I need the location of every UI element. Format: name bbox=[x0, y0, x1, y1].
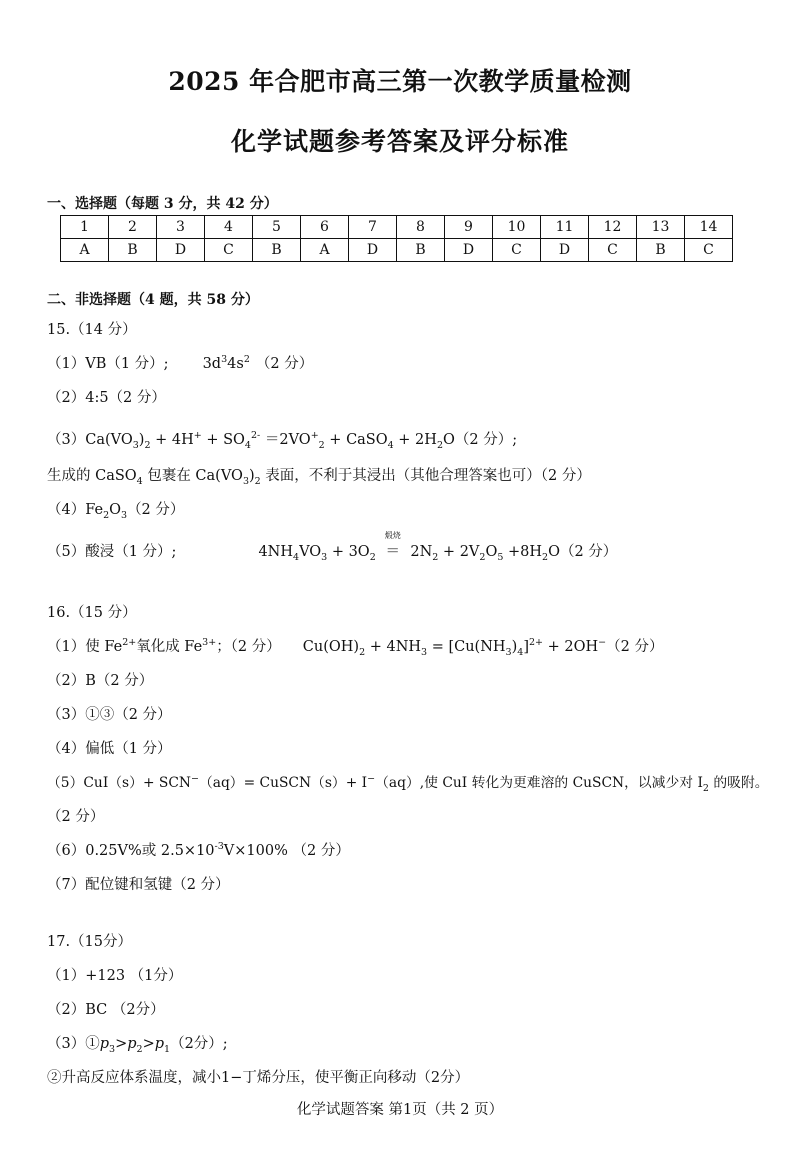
q16-answer-6: （6）0.25V%或 $2.5\times 10^{-3}V\times 100\%$ （2 分） bbox=[47, 841, 350, 859]
q15-answer-5: （5）酸浸（1 分）; $4NH_4VO_3 + 3O_2$ 煅烧 ＝ $2N_2 + 2V_2O_5 +8H_2O(2$ 分） bbox=[47, 531, 618, 563]
question-number: 9 bbox=[445, 216, 493, 239]
q17-answer-1: （1）+123 （1分） bbox=[47, 968, 183, 984]
q17-heading: 17.（15分） bbox=[47, 934, 133, 950]
question-number: 2 bbox=[109, 216, 157, 239]
question-number: 10 bbox=[493, 216, 541, 239]
answer-cell: D bbox=[349, 239, 397, 262]
answer-cell: C bbox=[685, 239, 733, 262]
answer-cell: D bbox=[445, 239, 493, 262]
answer-cell: C bbox=[493, 239, 541, 262]
question-number: 14 bbox=[685, 216, 733, 239]
page-title: 2025 年合肥市高三第一次教学质量检测 bbox=[168, 67, 632, 96]
answer-cell: A bbox=[301, 239, 349, 262]
section-heading-choice: 一、选择题（每题 3 分，共 42 分） bbox=[47, 196, 278, 212]
q16-answer-7: （7）配位键和氢键（2 分） bbox=[47, 877, 230, 893]
q16-answer-2: （2）B（2 分） bbox=[47, 673, 154, 689]
q16-answer-5-score: （2 分） bbox=[47, 809, 105, 825]
answer-cell: A bbox=[61, 239, 109, 262]
q16-answer-4: （4）偏低（1 分） bbox=[47, 741, 172, 757]
question-number: 8 bbox=[397, 216, 445, 239]
q15-answer-1: （1）VB（1 分）; $3d^34s^2$ （2 分） bbox=[47, 354, 314, 372]
q15-answer-3: $(3)Ca(VO_3)_2 + 4H^+ + SO_4^{2-} =2VO^+_2$ + CaSO$_4$ + $2H_2O(2$ 分）; bbox=[47, 430, 518, 451]
q15-heading: 15.（14 分） bbox=[47, 322, 137, 338]
question-number: 12 bbox=[589, 216, 637, 239]
q16-answer-5: （5）CuI（s）+ SCN−（aq）= CuSCN（s）+ I−（aq）,使 CuI 转化为更难溶的 CuSCN，以减少对 $I_2$ 的吸附。 bbox=[47, 773, 769, 794]
question-number: 6 bbox=[301, 216, 349, 239]
answer-cell: D bbox=[541, 239, 589, 262]
page-footer: 化学试题答案 第1页（共 2 页） bbox=[296, 1102, 504, 1118]
question-number: 7 bbox=[349, 216, 397, 239]
q17-answer-3-part2: ②升高反应体系温度，减小1−丁烯分压，使平衡正向移动（2分） bbox=[47, 1070, 470, 1086]
answer-cell: B bbox=[109, 239, 157, 262]
question-number: 3 bbox=[157, 216, 205, 239]
q16-answer-3: （3）①③（2 分） bbox=[47, 707, 172, 723]
q15-answer-2: （2）4:5（2 分） bbox=[47, 390, 166, 406]
q15-answer-3-note: 生成的 CaSO$_4$ 包裹在 $Ca(VO_3)_2$ 表面，不利于其浸出（其他合理答案也可）（2 分） bbox=[47, 468, 591, 487]
answer-cell: C bbox=[205, 239, 253, 262]
question-number: 5 bbox=[253, 216, 301, 239]
question-number: 4 bbox=[205, 216, 253, 239]
reaction-condition: 煅烧 ＝ bbox=[384, 531, 401, 560]
q16-answer-1: （1）使 $Fe^{2+}$氧化成 $Fe^{3+}$；（2 分） $Cu(OH)_2 + 4NH_3 = [Cu(NH_3)_4]^{2+} + 2OH^-(2$ 分） bbox=[47, 637, 664, 658]
q15-answer-4: $(4)Fe_2O_3(2$ 分） bbox=[47, 502, 185, 521]
q16-heading: 16.（15 分） bbox=[47, 605, 137, 621]
answer-cell: C bbox=[589, 239, 637, 262]
answer-cell: B bbox=[253, 239, 301, 262]
answer-cell: D bbox=[157, 239, 205, 262]
q17-answer-3: $(3)①p_3>p_2>p_1(2$分）; bbox=[47, 1036, 228, 1055]
table-row-answers bbox=[61, 239, 733, 262]
answer-table bbox=[60, 215, 733, 262]
page-subtitle: 化学试题参考答案及评分标准 bbox=[230, 127, 569, 156]
question-number: 1 bbox=[61, 216, 109, 239]
answer-cell: B bbox=[397, 239, 445, 262]
answer-cell: B bbox=[637, 239, 685, 262]
q17-answer-2: （2）BC （2分） bbox=[47, 1002, 165, 1018]
section-heading-nonchoice: 二、非选择题（4 题，共 58 分） bbox=[47, 292, 259, 308]
question-number: 13 bbox=[637, 216, 685, 239]
table-row-numbers bbox=[61, 216, 733, 239]
question-number: 11 bbox=[541, 216, 589, 239]
